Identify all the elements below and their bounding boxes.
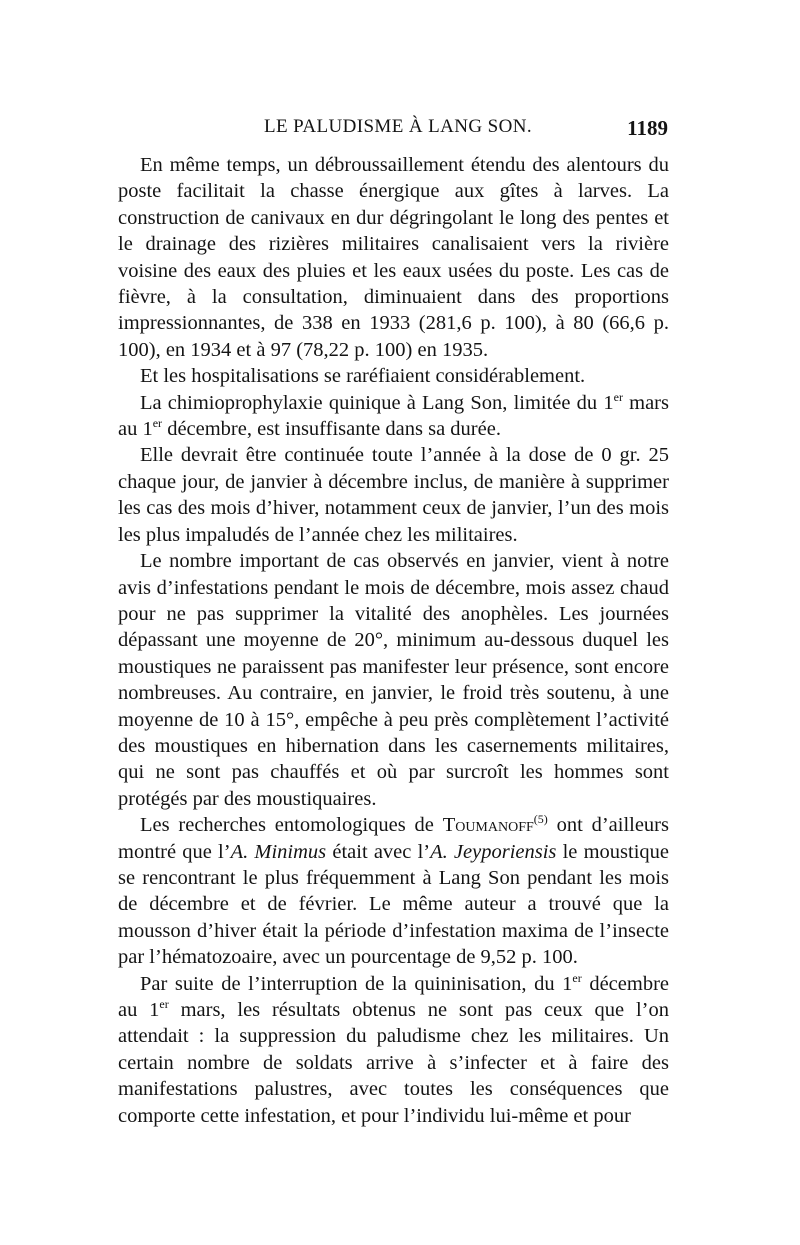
ordinal-suffix: er [613, 389, 623, 404]
paragraph-7 [118, 971, 669, 1129]
paragraph-3 [118, 390, 669, 443]
paragraph-6-part-a: Les recherches entomologiques de [140, 814, 443, 837]
paragraph-2: Et les hospitalisations se raréfiaient considérablement. [140, 365, 586, 388]
page-number: 1189 [627, 116, 668, 140]
paragraph-6-part-b: ont d’ailleurs montré que l’ [118, 814, 669, 863]
running-title: LE PALUDISME À LANG SON. [263, 116, 533, 137]
paragraph-7-part-c: mars, les résultats obtenus ne sont pas ceux que l’on attendait : la suppression du paludisme chez les militaires. Un certain nombre de soldats arrive à s’infecter et à faire des manifestations palustres, avec toutes les conséquences que comporte cette infestation, et pour l’individu lui-même et pour [118, 999, 669, 1127]
species-name: A. Jeyporiensis [430, 840, 557, 863]
paragraph-7-part-a: Par suite de l’interruption de la quininisation, du 1 [140, 972, 573, 995]
paragraph-6-part-d: le moustique se rencontrant le plus fréquemment à Lang Son pendant les mois de décembre et de février. Le même auteur a trouvé que la mousson d’hiver était la période d’infestation maxima de l’insecte par l’hématozoaire, avec un pourcentage de 9,52 p. 100. [118, 840, 669, 969]
paragraph-4: Elle devrait être continuée toute l’année à la dose de 0 gr. 25 chaque jour, de janvier à décembre inclus, de manière à supprimer les cas des mois d’hiver, notamment ceux de janvier, l’un des mois les plus impaludés de l’année chez les militaires. [118, 444, 669, 546]
paragraph-3-part-c: décembre, est insuffisante dans sa durée. [162, 418, 501, 441]
paragraph-3-part-a: La chimioprophylaxie quinique à Lang Son, limitée du 1 [140, 391, 614, 414]
paragraph-1: En même temps, un débroussaillement étendu des alentours du poste facilitait la chasse énergique aux gîtes à larves. La construction de canivaux en dur dégringolant le long des pentes et le drainage des rizières militaires canalisaient vers la rivière voisine des eaux des pluies et les eaux usées du poste. Les cas de fièvre, à la consultation, diminuaient dans des proportions impressionnantes, de 338 en 1933 (281,6 p. 100), à 80 (66,6 p. 100), en 1934 et à 97 (78,22 p. 100) en 1935. [118, 154, 669, 361]
paragraph-6-part-c: était avec l’ [326, 840, 431, 863]
body-text [118, 152, 669, 1129]
ordinal-suffix: er [159, 997, 169, 1012]
page-header [118, 116, 678, 144]
reference-marker: (5) [533, 812, 548, 827]
ordinal-suffix: er [152, 416, 163, 431]
paragraph-6 [118, 812, 669, 970]
ordinal-suffix: er [572, 970, 582, 985]
paragraph-5: Le nombre important de cas observés en janvier, vient à notre avis d’infestations pendant le mois de décembre, mois assez chaud pour ne pas supprimer la vitalité des anophèles. Les journées dépassant une moyenne de 20°, minimum au-dessous duquel les moustiques ne paraissent pas manifester leur présence, sont encore nombreuses. Au contraire, en janvier, le froid très soutenu, à une moyenne de 10 à 15°, empêche à peu près complètement l’activité des moustiques en hibernation dans les casernements militaires, qui ne sont pas chauffés et où par surcroît les hommes sont protégés par des moustiquaires. [118, 550, 669, 810]
paragraph-7-part-b: décembre au 1 [118, 972, 669, 1021]
author-name: Toumanoff [442, 814, 534, 837]
paragraph-3-part-b: mars au 1 [118, 391, 669, 441]
species-name: A. Minimus [230, 840, 327, 863]
